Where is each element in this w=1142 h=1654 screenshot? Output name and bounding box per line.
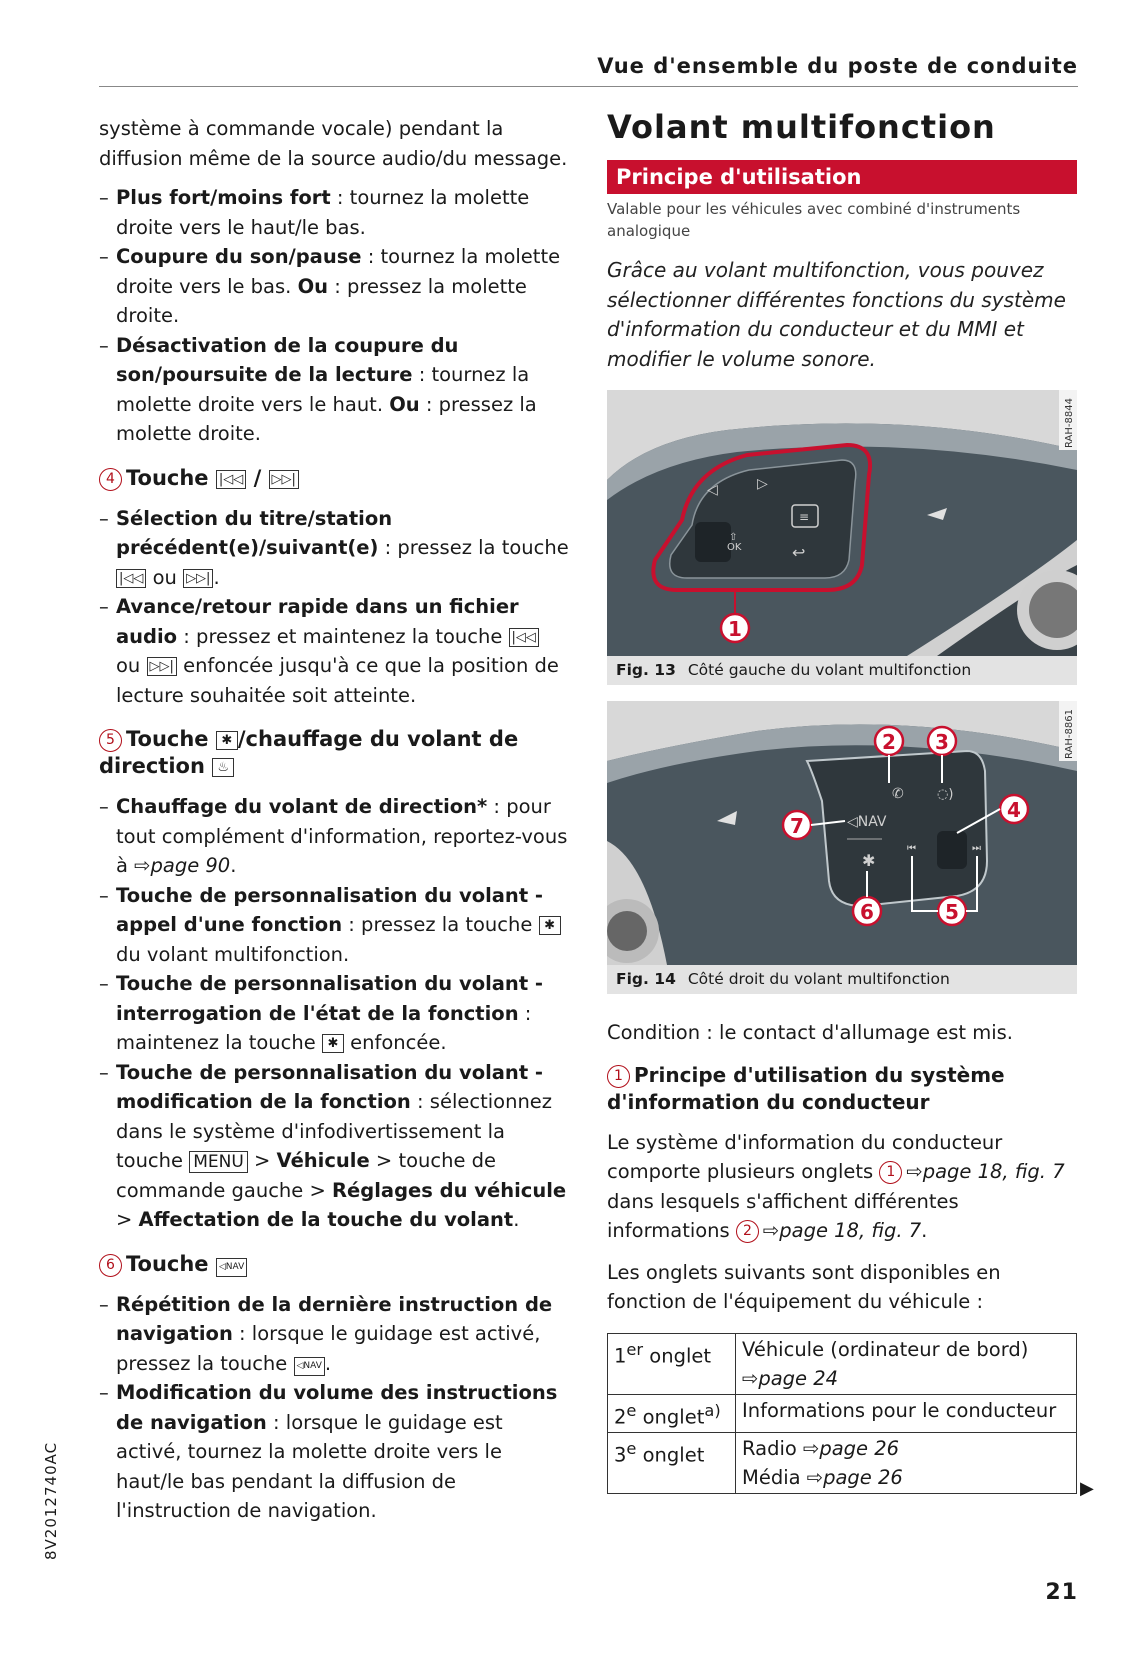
svg-text:⏮: ⏮ [907,843,916,854]
page-title: Volant multifonction [607,108,996,146]
steering-left-illustration [607,390,1077,656]
figure-14 [607,701,1077,965]
svg-text:▷: ▷ [757,476,768,492]
svg-text:3: 3 [935,730,949,754]
svg-text:1: 1 [728,617,742,641]
star-key-icon: ✱ [216,731,238,750]
tabs-table [607,1333,1077,1495]
figure-13-caption: Fig. 13 Côté gauche du volant multifonction [607,656,1077,685]
next-track-key-icon: ▷▷| [147,657,177,676]
paragraph-continued: système à commande vocale) pendant la diffusion même de la source audio/du message. [99,117,568,170]
svg-text:≡: ≡ [799,510,810,524]
validity-note: Valable pour les véhicules avec combiné d'instruments analogique [607,200,1021,240]
document-code: 8V2012740AC [42,1441,60,1560]
callout-number: 1 [607,1065,630,1088]
section-heading-4: 4 Touche |◁◁ / ▷▷| [99,465,569,492]
svg-text:5: 5 [945,900,959,924]
svg-text:◌): ◌) [937,787,954,802]
right-column [607,108,1077,1494]
page-reference[interactable]: ⇨page 26 [806,1466,903,1489]
prev-track-key-icon: |◁◁ [509,628,539,647]
list-item: – Touche de personnalisation du volant - interrogation de l'état de la fonction : maintenez la touche ✱ enfoncée. [99,969,569,1058]
footnote-marker: a) [704,1400,721,1420]
page-reference[interactable]: ⇨page 18, fig. 7 [906,1160,1065,1183]
list-item: – Modification du volume des instructions de navigation : lorsque le guidage est activé, tournez la molette droite vers le haut/le bas pendant la diffusion de l'instruction de navigation. [99,1378,569,1526]
table-row: 2e onglet$^{a)}$ Informations pour le conducteur [608,1394,1077,1433]
svg-text:6: 6 [860,900,874,924]
callout-number: 5 [99,729,122,752]
section-bar: Principe d'utilisation [607,160,1077,194]
svg-text:4: 4 [1007,798,1021,822]
svg-text:◁NAV: ◁NAV [847,814,887,830]
table-row: 3e onglet Radio ⇨page 26 Média ⇨page 26 [608,1433,1077,1494]
list-item: – Touche de personnalisation du volant - modification de la fonction : sélectionnez dans le système d'infodivertissement la touche MENU > Véhicule > touche de commande gauche > Réglages du véhicule > Affectation de la touche du volant. [99,1058,569,1235]
prev-track-key-icon: |◁◁ [116,569,146,588]
list-item: – Désactivation de la coupure du son/poursuite de la lecture : tournez la molette droite vers le haut. Ou : pressez la molette droite. [99,331,569,449]
page-number: 21 [1045,1580,1078,1605]
header-divider [99,86,1078,87]
svg-text:✆: ✆ [892,786,904,802]
continue-arrow-icon: ▶ [1080,1478,1094,1499]
list-item: – Plus fort/moins fort : tournez la molette droite vers le haut/le bas. [99,183,569,242]
svg-text:⏭: ⏭ [972,843,981,854]
svg-text:✱: ✱ [862,851,876,870]
section-heading-5: 5 Touche ✱ /chauffage du volant de direction ♨ [99,727,519,778]
list-item: – Avance/retour rapide dans un fichier audio : pressez et maintenez la touche |◁◁ ou ▷▷| enfoncée jusqu'à ce que la position de lecture souhaitée soit atteinte. [99,592,569,710]
next-track-key-icon: ▷▷| [269,470,299,489]
list-item: – Répétition de la dernière instruction de navigation : lorsque le guidage est activé, pressez la touche ◁NAV . [99,1290,569,1379]
svg-text:⇧: ⇧ [729,532,738,543]
list-item: – Coupure du son/pause : tournez la molette droite vers le bas. Ou : pressez la molette droite. [99,242,569,331]
body-paragraph: Les onglets suivants sont disponibles en fonction de l'équipement du véhicule : [607,1260,1001,1313]
callout-number: 2 [736,1220,759,1243]
callout-number: 6 [99,1254,122,1277]
svg-text:◁: ◁ [707,482,718,498]
body-paragraph: Le système d'information du conducteur comporte plusieurs onglets 1 ⇨page 18, fig. 7 dans lesquels s'affichent différentes informations 2 ⇨page 18, fig. 7. [607,1130,1065,1242]
star-key-icon: ✱ [322,1034,344,1053]
svg-text:RAH-8844: RAH-8844 [1064,398,1075,448]
table-row: 1er onglet Véhicule (ordinateur de bord) ⇨page 24 [608,1333,1077,1394]
list-item: – Touche de personnalisation du volant - appel d'une fonction : pressez la touche ✱ du volant multifonction. [99,881,569,970]
subsection-heading: 1 Principe d'utilisation du système d'information du conducteur [607,1062,1005,1114]
section-heading-6: 6 Touche ◁NAV [99,1251,569,1278]
left-column [99,114,569,1526]
nav-key-icon: ◁NAV [216,1258,247,1277]
figure-13 [607,390,1077,656]
nav-key-icon: ◁NAV [294,1357,325,1376]
star-key-icon: ✱ [539,916,561,935]
condition-text: Condition : le contact d'allumage est mis. [607,1021,1013,1044]
page-reference[interactable]: ⇨page 24 [742,1366,839,1390]
next-track-key-icon: ▷▷| [183,569,213,588]
steering-right-illustration [607,701,1077,965]
running-header: Vue d'ensemble du poste de conduite [597,54,1078,78]
svg-text:7: 7 [790,814,804,838]
page-reference[interactable]: ⇨page 26 [803,1437,900,1460]
intro-paragraph: Grâce au volant multifonction, vous pouvez sélectionner différentes fonctions du système d'information du conducteur et du MMI et modifier le volume sonore. [607,258,1066,371]
list-item: – Chauffage du volant de direction* : pour tout complément d'information, reportez-vous à ⇨page 90. [99,792,569,881]
callout-number: 4 [99,468,122,491]
prev-track-key-icon: |◁◁ [216,470,246,489]
figure-14-caption: Fig. 14 Côté droit du volant multifonction [607,965,1077,994]
menu-key: MENU [189,1151,248,1173]
page-reference[interactable]: ⇨page 18, fig. 7 [762,1219,922,1242]
list-item: – Sélection du titre/station précédent(e)/suivant(e) : pressez la touche |◁◁ ou ▷▷| . [99,504,569,593]
page-reference[interactable]: ⇨page 90 [134,854,231,877]
svg-text:2: 2 [882,730,896,754]
svg-text:RAH-8861: RAH-8861 [1064,709,1075,759]
callout-number: 1 [879,1161,902,1184]
svg-text:↩: ↩ [792,543,806,562]
steering-heat-key-icon: ♨ [212,758,234,777]
svg-text:OK: OK [727,542,742,553]
